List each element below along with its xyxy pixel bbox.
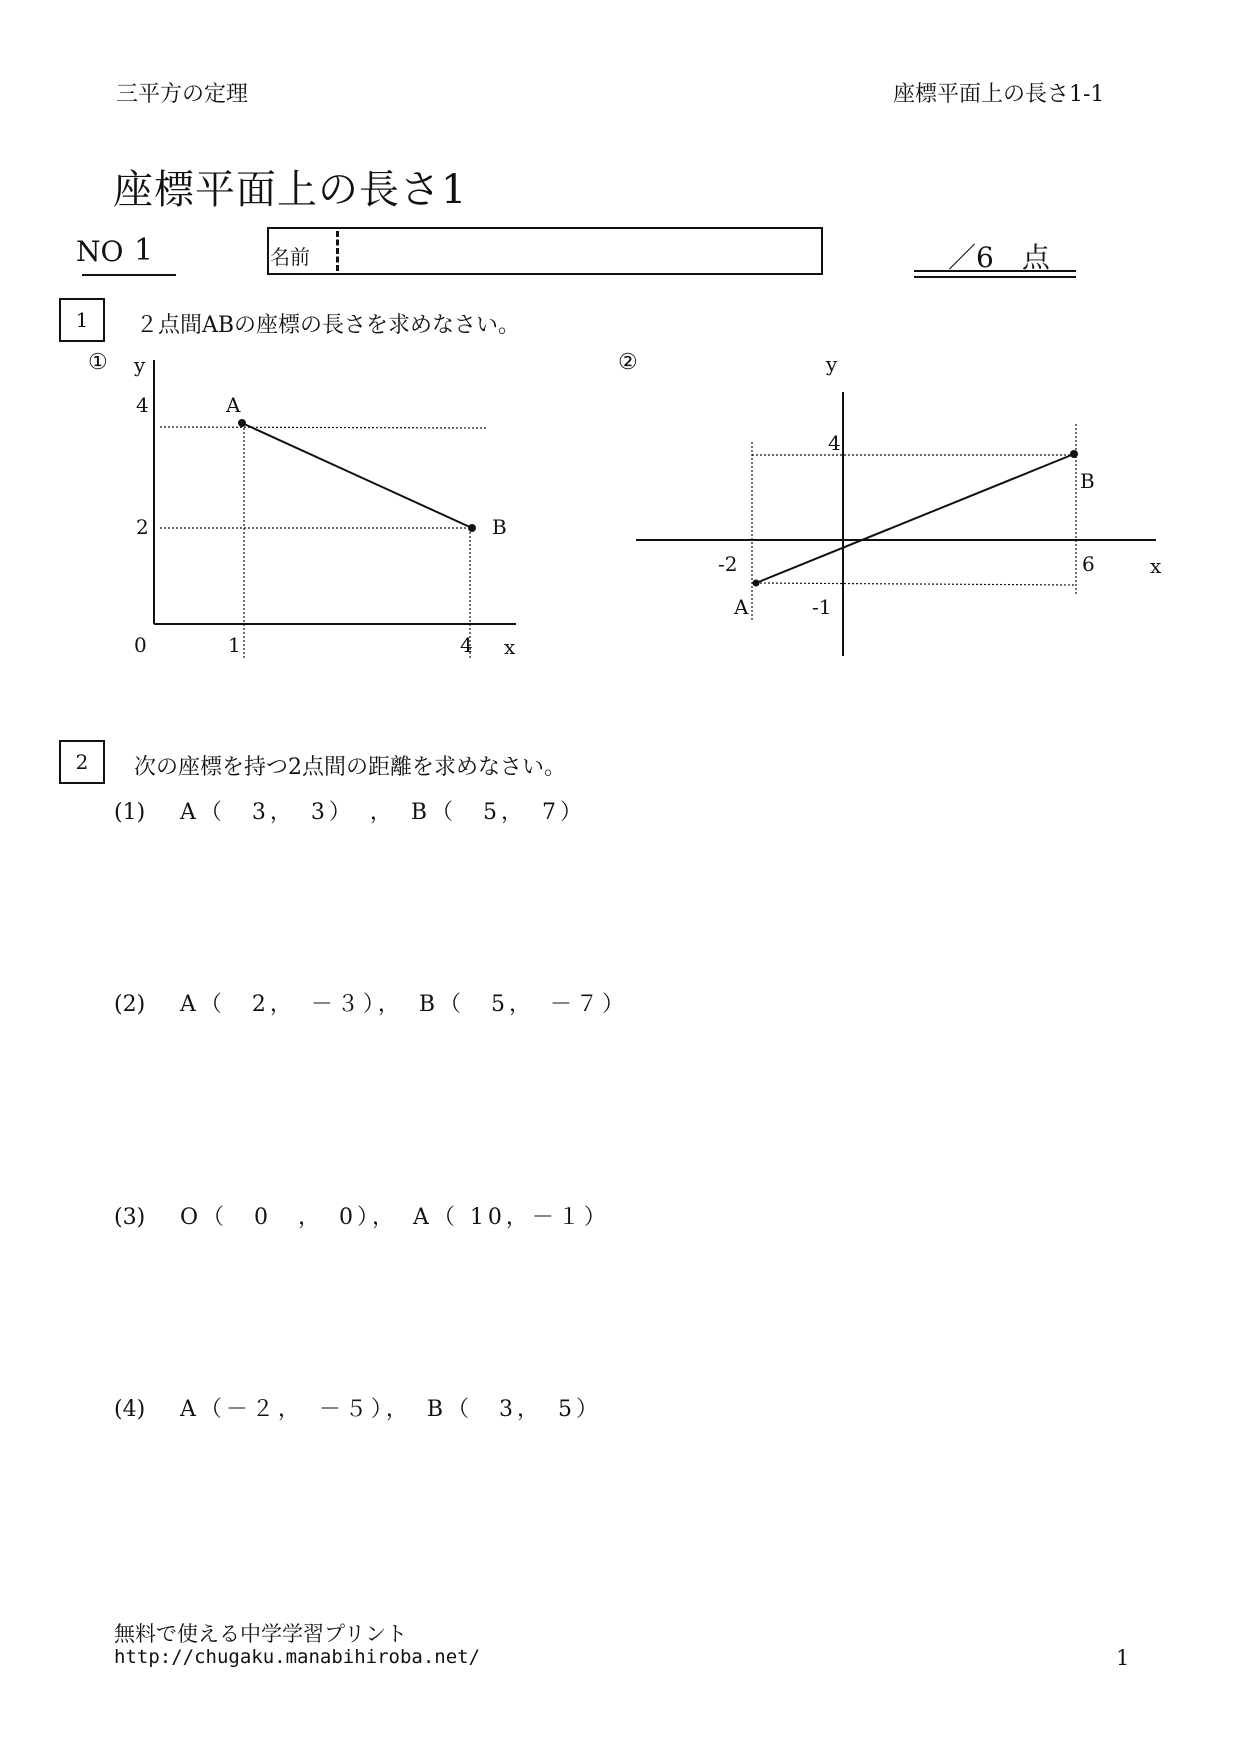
question-2-number: 2 bbox=[59, 740, 105, 784]
footer-title: 無料で使える中学学習プリント bbox=[114, 1622, 408, 1646]
fig1-x-tick-4: 4 bbox=[460, 633, 473, 657]
problem-4 bbox=[114, 1392, 602, 1423]
fig2-label-a: A bbox=[734, 595, 749, 619]
question-1-text: ２点間ABの座標の長さを求めなさい。 bbox=[136, 313, 521, 338]
fig2-segment-ab bbox=[756, 454, 1074, 583]
fig2-y-tick-4: 4 bbox=[828, 431, 841, 455]
fig1-label-b: B bbox=[492, 515, 507, 539]
question-1-number: 1 bbox=[59, 298, 105, 342]
problem-text: A（ 3， 3） ， B（ 5， 7） bbox=[180, 800, 587, 825]
score-label: ／6 点 bbox=[948, 241, 1050, 274]
problem-label: (2) bbox=[114, 992, 146, 1017]
problem-1 bbox=[114, 795, 586, 826]
number-label: NO bbox=[76, 235, 124, 268]
fig1-point-b bbox=[468, 524, 476, 532]
fig1-y-label: y bbox=[134, 353, 146, 377]
page-title: 座標平面上の長さ1 bbox=[113, 167, 468, 213]
page-number: 1 bbox=[1116, 1646, 1130, 1670]
question-2-text: 次の座標を持つ2点間の距離を求めなさい。 bbox=[134, 755, 566, 780]
fig1-x-tick-1: 1 bbox=[228, 633, 241, 657]
figure-1-graph bbox=[0, 0, 1240, 700]
problem-2 bbox=[114, 987, 628, 1018]
fig2-x-tick-m2: -2 bbox=[718, 552, 738, 576]
problem-text: A（－２， －５）， B（ 3， 5） bbox=[180, 1397, 603, 1422]
fig1-guide-y4 bbox=[160, 427, 486, 428]
problem-text: O（ 0 ， 0）， A（ 10，－１） bbox=[180, 1205, 610, 1230]
subject-header: 三平方の定理 bbox=[116, 82, 249, 107]
fig1-origin-label: 0 bbox=[134, 633, 147, 657]
fig2-point-a bbox=[753, 580, 760, 587]
fig2-guide-ym1 bbox=[756, 583, 1076, 585]
page-code-header: 座標平面上の長さ1-1 bbox=[893, 82, 1105, 107]
problem-text: A（ 2， －３）， B（ 5， －７） bbox=[180, 992, 629, 1017]
problem-label: (4) bbox=[114, 1397, 146, 1422]
fig1-segment-ab bbox=[242, 423, 472, 528]
figure-2-marker: ② bbox=[618, 350, 638, 375]
fig2-y-tick-m1: -1 bbox=[812, 595, 832, 619]
fig2-label-b: B bbox=[1080, 469, 1095, 493]
name-label: 名前 bbox=[270, 245, 310, 269]
fig1-x-label: x bbox=[504, 635, 516, 659]
fig1-y-tick-2: 2 bbox=[136, 515, 149, 539]
figure-1-marker: ① bbox=[88, 350, 108, 375]
fig2-x-tick-6: 6 bbox=[1082, 552, 1095, 576]
fig1-point-a bbox=[238, 419, 246, 427]
fig2-y-label: y bbox=[826, 352, 838, 376]
problem-label: (1) bbox=[114, 800, 146, 825]
fig2-x-label: x bbox=[1150, 554, 1162, 578]
fig1-y-tick-4: 4 bbox=[136, 393, 149, 417]
problem-label: (3) bbox=[114, 1205, 146, 1230]
fig1-label-a: A bbox=[226, 393, 241, 417]
footer-url[interactable]: http://chugaku.manabihiroba.net/ bbox=[114, 1646, 481, 1668]
fig2-point-b bbox=[1070, 450, 1078, 458]
number-value: 1 bbox=[134, 233, 154, 268]
problem-3 bbox=[114, 1200, 610, 1231]
